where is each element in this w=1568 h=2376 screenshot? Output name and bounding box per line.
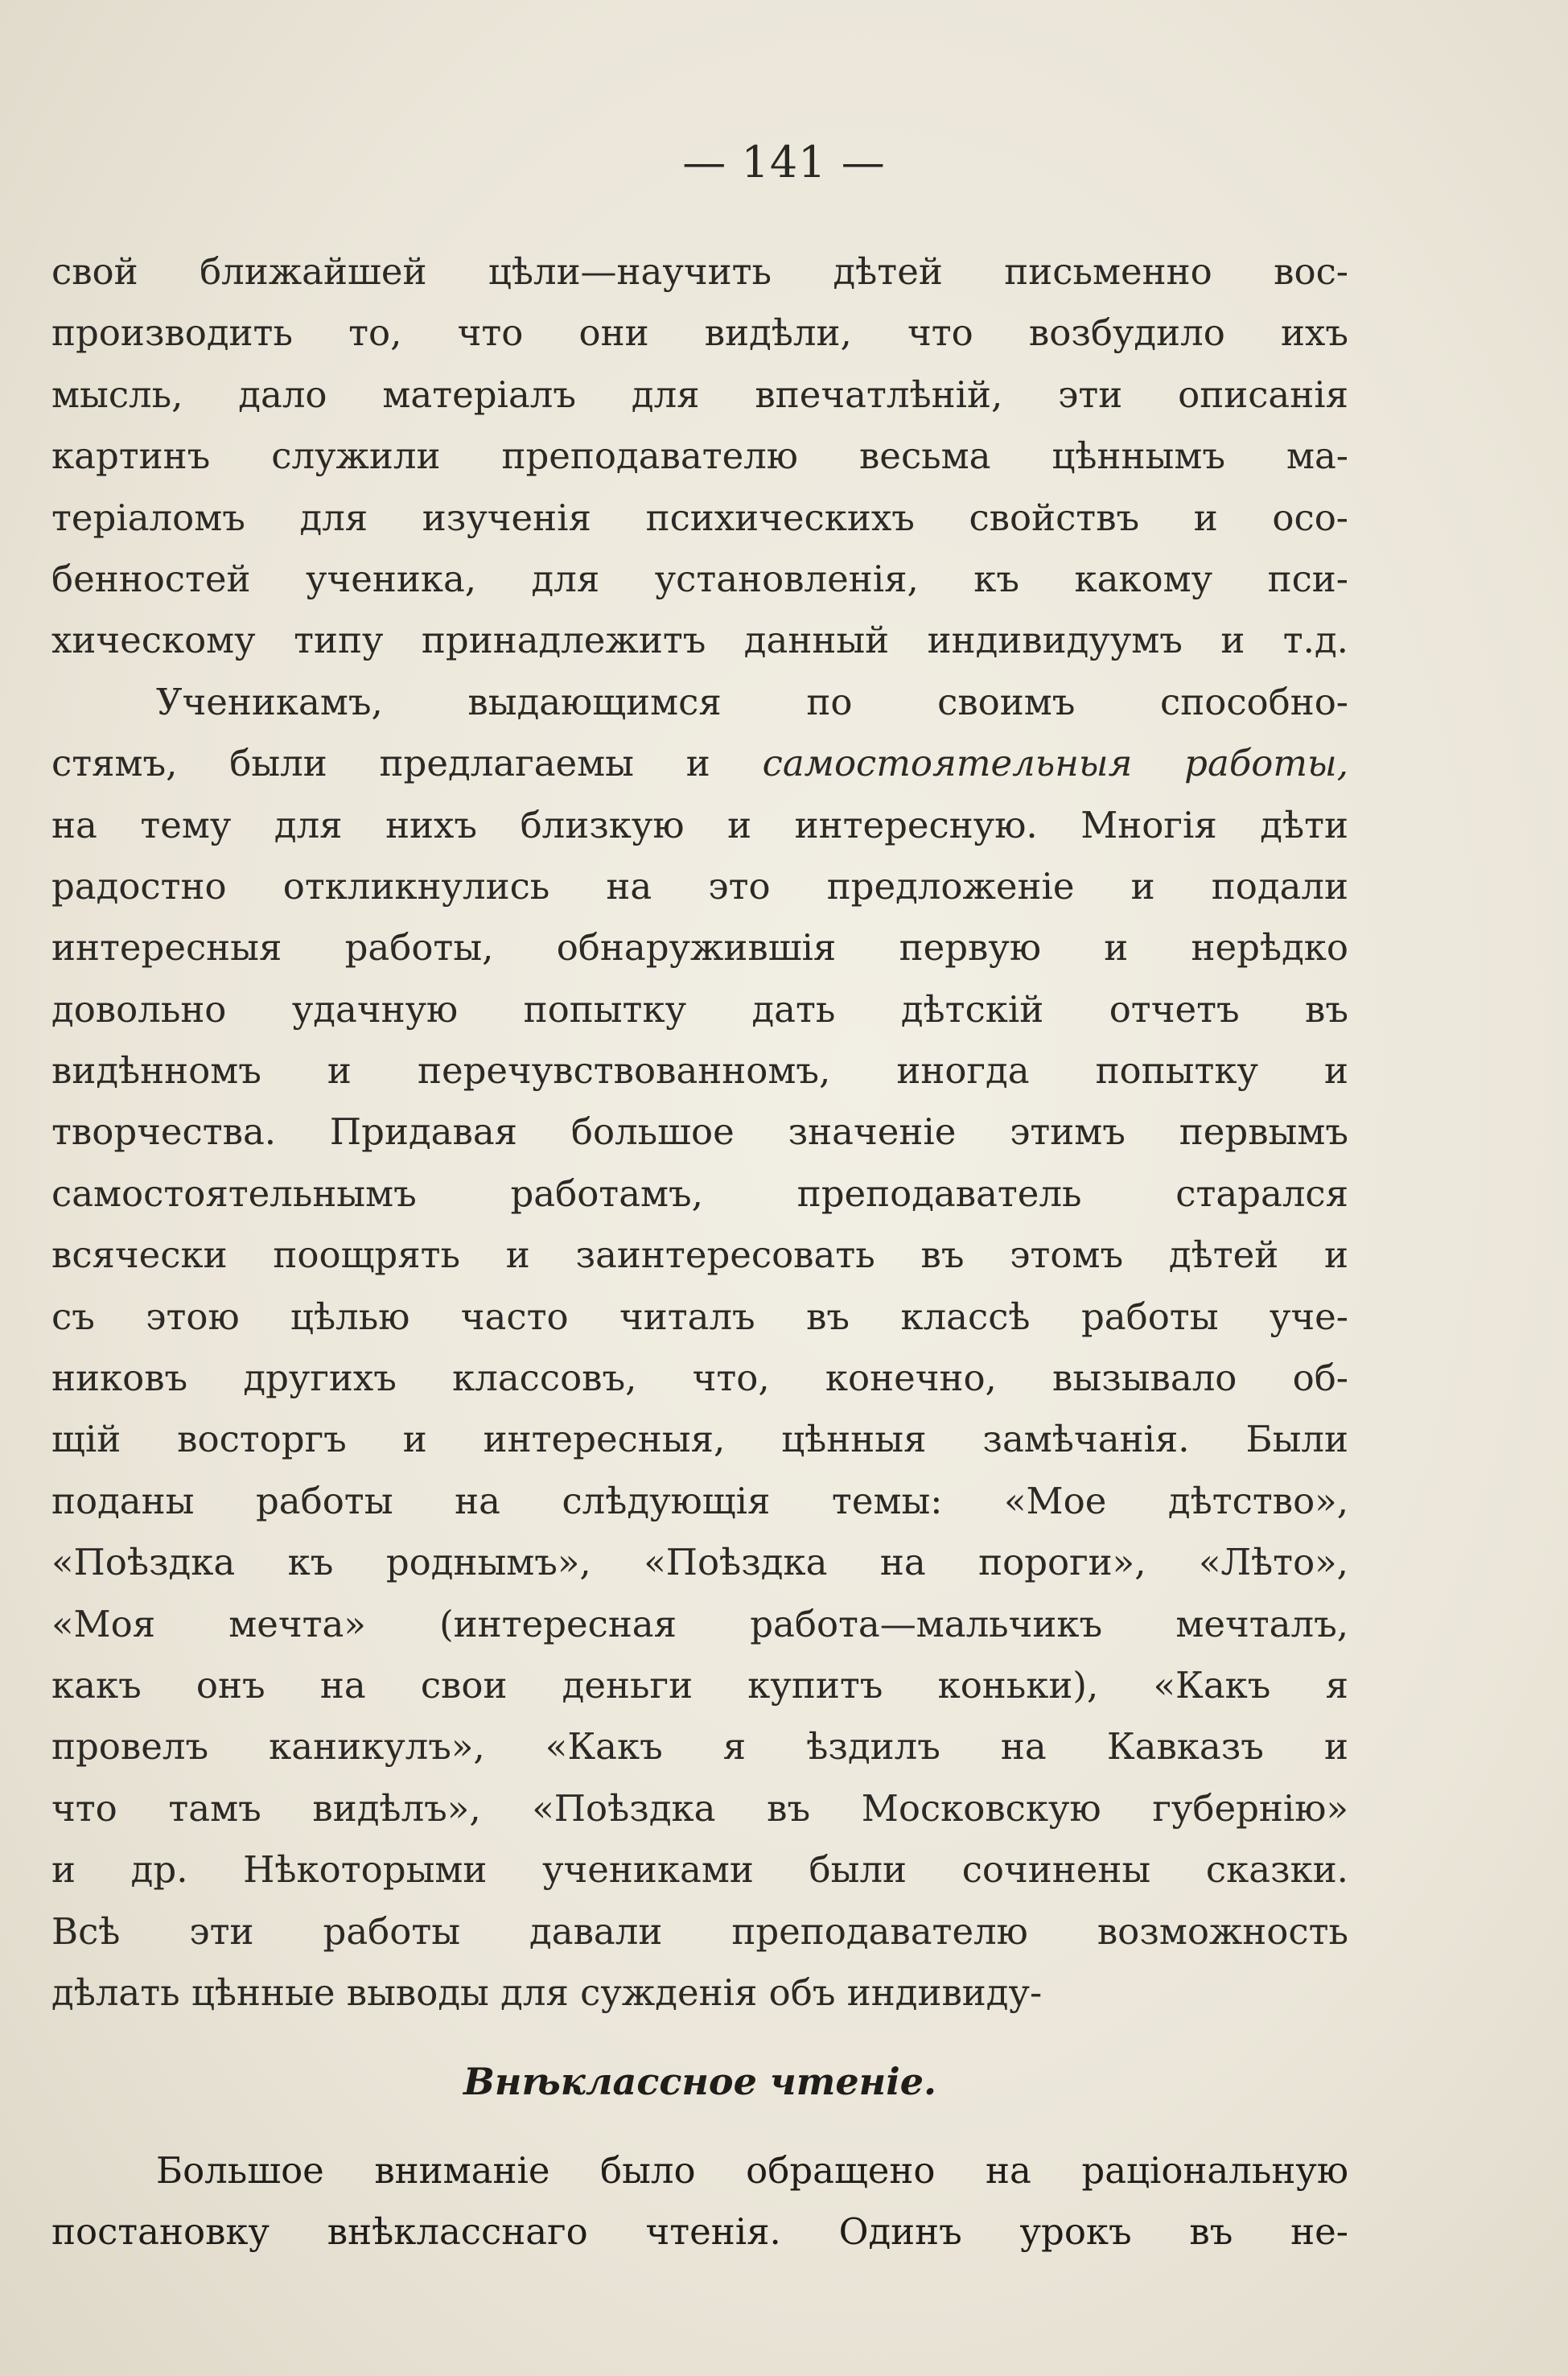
- text-line: теріаломъ для изученія психическихъ свойствъ и осо-: [51, 496, 1348, 539]
- text-line: хическому типу принадлежитъ данный индивидуумъ и т.д.: [51, 619, 1348, 662]
- text-line: щій восторгъ и интересныя, цѣнныя замѣчанія. Были: [51, 1418, 1348, 1461]
- text-line: интересныя работы, обнаружившія первую и нерѣдко: [51, 926, 1348, 970]
- text-line: творчества. Придавая большое значеніе этимъ первымъ: [51, 1110, 1348, 1154]
- text-line: Ученикамъ, выдающимся по своимъ способно-: [156, 680, 1348, 723]
- text-line: видѣнномъ и перечувствованномъ, иногда попытку и: [51, 1049, 1348, 1093]
- text-run: стямъ, были предлагаемы и: [51, 742, 763, 785]
- page-number: — 141 —: [682, 137, 886, 187]
- text-line: «Моя мечта» (интересная работа—мальчикъ мечталъ,: [51, 1602, 1348, 1645]
- text-line: производить то, что они видѣли, что возбудило ихъ: [51, 311, 1348, 355]
- text-line-with-italic: [51, 733, 1348, 794]
- text-line: провелъ каникулъ», «Какъ я ѣздилъ на Кавказъ и: [51, 1725, 1348, 1769]
- section-heading: Внѣклассное чтеніе.: [463, 2060, 936, 2103]
- text-line: что тамъ видѣлъ», «Поѣздка въ Московскую губернію»: [51, 1786, 1348, 1830]
- text-line: Всѣ эти работы давали преподавателю возможность: [51, 1909, 1348, 1953]
- body-text-continued: [51, 2140, 1348, 2263]
- text-line: на тему для нихъ близкую и интересную. Многія дѣти: [51, 803, 1348, 846]
- text-line: постановку внѣкласснаго чтенія. Одинъ урокъ въ не-: [51, 2210, 1348, 2254]
- text-line: поданы работы на слѣдующія темы: «Мое дѣтство»,: [51, 1479, 1348, 1522]
- text-line: бенностей ученика, для установленія, къ какому пси-: [51, 557, 1348, 600]
- text-line: Большое вниманіе было обращено на раціональную: [156, 2149, 1348, 2192]
- text-line: дѣлать цѣнные выводы для сужденія объ индивиду-: [51, 1970, 1043, 2014]
- text-line: довольно удачную попытку дать дѣтскій отчетъ въ: [51, 987, 1348, 1031]
- text-line: картинъ служили преподавателю весьма цѣннымъ ма-: [51, 434, 1348, 478]
- text-line: мысль, дало матеріалъ для впечатлѣній, эти описанія: [51, 373, 1348, 416]
- text-line: какъ онъ на свои деньги купитъ коньки), «Какъ я: [51, 1663, 1348, 1707]
- text-line: и др. Нѣкоторыми учениками были сочинены сказки.: [51, 1848, 1348, 1892]
- text-line: всячески поощрять и заинтересовать въ этомъ дѣтей и: [51, 1233, 1348, 1277]
- text-line: радостно откликнулись на это предложеніе и подали: [51, 864, 1348, 908]
- text-line: никовъ другихъ классовъ, что, конечно, вызывало об-: [51, 1357, 1348, 1400]
- text-line: свой ближайшей цѣли—научить дѣтей письменно вос-: [51, 250, 1348, 293]
- text-line: самостоятельнымъ работамъ, преподаватель старался: [51, 1172, 1348, 1215]
- body-text: [51, 241, 1348, 2024]
- italic-emphasis: самостоятельныя работы,: [762, 742, 1348, 785]
- text-line: съ этою цѣлью часто читалъ въ классѣ работы уче-: [51, 1295, 1348, 1338]
- text-line: «Поѣздка къ роднымъ», «Поѣздка на пороги», «Лѣто»,: [51, 1541, 1348, 1584]
